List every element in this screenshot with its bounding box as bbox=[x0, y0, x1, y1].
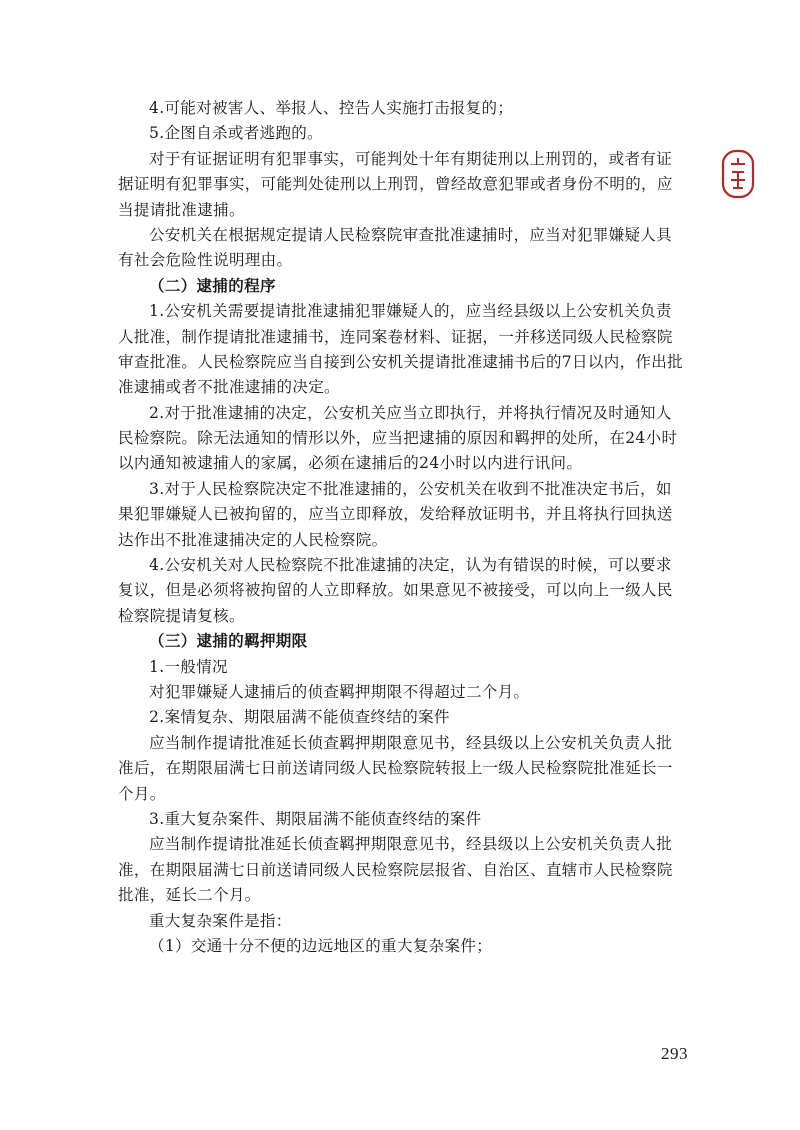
text-line: 复议，但是必须将被拘留的人立即释放。如果意见不被接受，可以向上一级人民 bbox=[118, 581, 673, 600]
text-line: 3.重大复杂案件、期限届满不能侦查终结的案件 bbox=[149, 809, 482, 828]
text-line: 4.公安机关对人民检察院不批准逮捕的决定，认为有错误的时候，可以要求 bbox=[149, 556, 672, 575]
text-line: 公安机关在根据规定提请人民检察院审查批准逮捕时，应当对犯罪嫌疑人具 bbox=[149, 225, 673, 244]
text-line: 检察院提请复核。 bbox=[118, 606, 245, 625]
text-line: 应当制作提请批准延长侦查羁押期限意见书，经县级以上公安机关负责人批 bbox=[149, 733, 673, 752]
text-line: 果犯罪嫌疑人已被拘留的，应当立即释放，发给释放证明书，并且将执行回执送 bbox=[118, 505, 673, 524]
text-line: 审查批准。人民检察院应当自接到公安机关提请批准逮捕书后的7日以内，作出批 bbox=[118, 352, 683, 371]
seal-icon bbox=[720, 148, 756, 200]
section-heading: （三）逮捕的羁押期限 bbox=[149, 632, 308, 651]
text-line: 据证明有犯罪事实，可能判处徒刑以上刑罚，曾经故意犯罪或者身份不明的，应 bbox=[118, 175, 673, 194]
text-line: （1）交通十分不便的边远地区的重大复杂案件； bbox=[149, 936, 493, 955]
text-line: 准逮捕或者不批准逮捕的决定。 bbox=[118, 378, 340, 397]
page-number: 293 bbox=[661, 1044, 688, 1063]
text-line: 对犯罪嫌疑人逮捕后的侦查羁押期限不得超过二个月。 bbox=[149, 682, 530, 701]
text-line: 1.一般情况 bbox=[149, 657, 228, 676]
text-line: 以内通知被逮捕人的家属，必须在逮捕后的24小时以内进行讯问。 bbox=[118, 454, 583, 473]
text-line: 对于有证据证明有犯罪事实，可能判处十年有期徒刑以上刑罚的，或者有证 bbox=[149, 149, 673, 168]
text-line: 4.可能对被害人、举报人、控告人实施打击报复的； bbox=[149, 99, 514, 117]
text-line: 2.对于批准逮捕的决定，公安机关应当立即执行，并将执行情况及时通知人 bbox=[149, 403, 672, 422]
text-line: 5.企图自杀或者逃跑的。 bbox=[149, 124, 323, 143]
text-line: 准后，在期限届满七日前送请同级人民检察院转报上一级人民检察院批准延长一 bbox=[118, 759, 673, 778]
text-line: 达作出不批准逮捕决定的人民检察院。 bbox=[118, 530, 388, 549]
text-line: 民检察院。除无法通知的情形以外，应当把逮捕的原因和羁押的处所，在24小时 bbox=[118, 429, 678, 448]
text-line: 人批准，制作提请批准逮捕书，连同案卷材料、证据，一并移送同级人民检察院 bbox=[118, 327, 673, 346]
text-line: 3.对于人民检察院决定不批准逮捕的，公安机关在收到不批准决定书后，如 bbox=[149, 479, 672, 498]
document-body bbox=[118, 96, 686, 959]
text-line: 批准，延长二个月。 bbox=[118, 886, 261, 905]
text-line: 有社会危险性说明理由。 bbox=[118, 251, 293, 270]
text-line: 准，在期限届满七日前送请同级人民检察院层报省、自治区、直辖市人民检察院 bbox=[118, 860, 673, 879]
text-line: 应当制作提请批准延长侦查羁押期限意见书，经县级以上公安机关负责人批 bbox=[149, 835, 673, 854]
text-line: 2.案情复杂、期限届满不能侦查终结的案件 bbox=[149, 708, 450, 727]
text-line: 个月。 bbox=[118, 784, 166, 803]
text-line: 当提请批准逮捕。 bbox=[118, 200, 245, 219]
section-heading: （二）逮捕的程序 bbox=[149, 276, 276, 295]
text-line: 重大复杂案件是指： bbox=[149, 911, 292, 930]
text-line: 1.公安机关需要提请批准逮捕犯罪嫌疑人的，应当经县级以上公安机关负责 bbox=[149, 302, 672, 321]
